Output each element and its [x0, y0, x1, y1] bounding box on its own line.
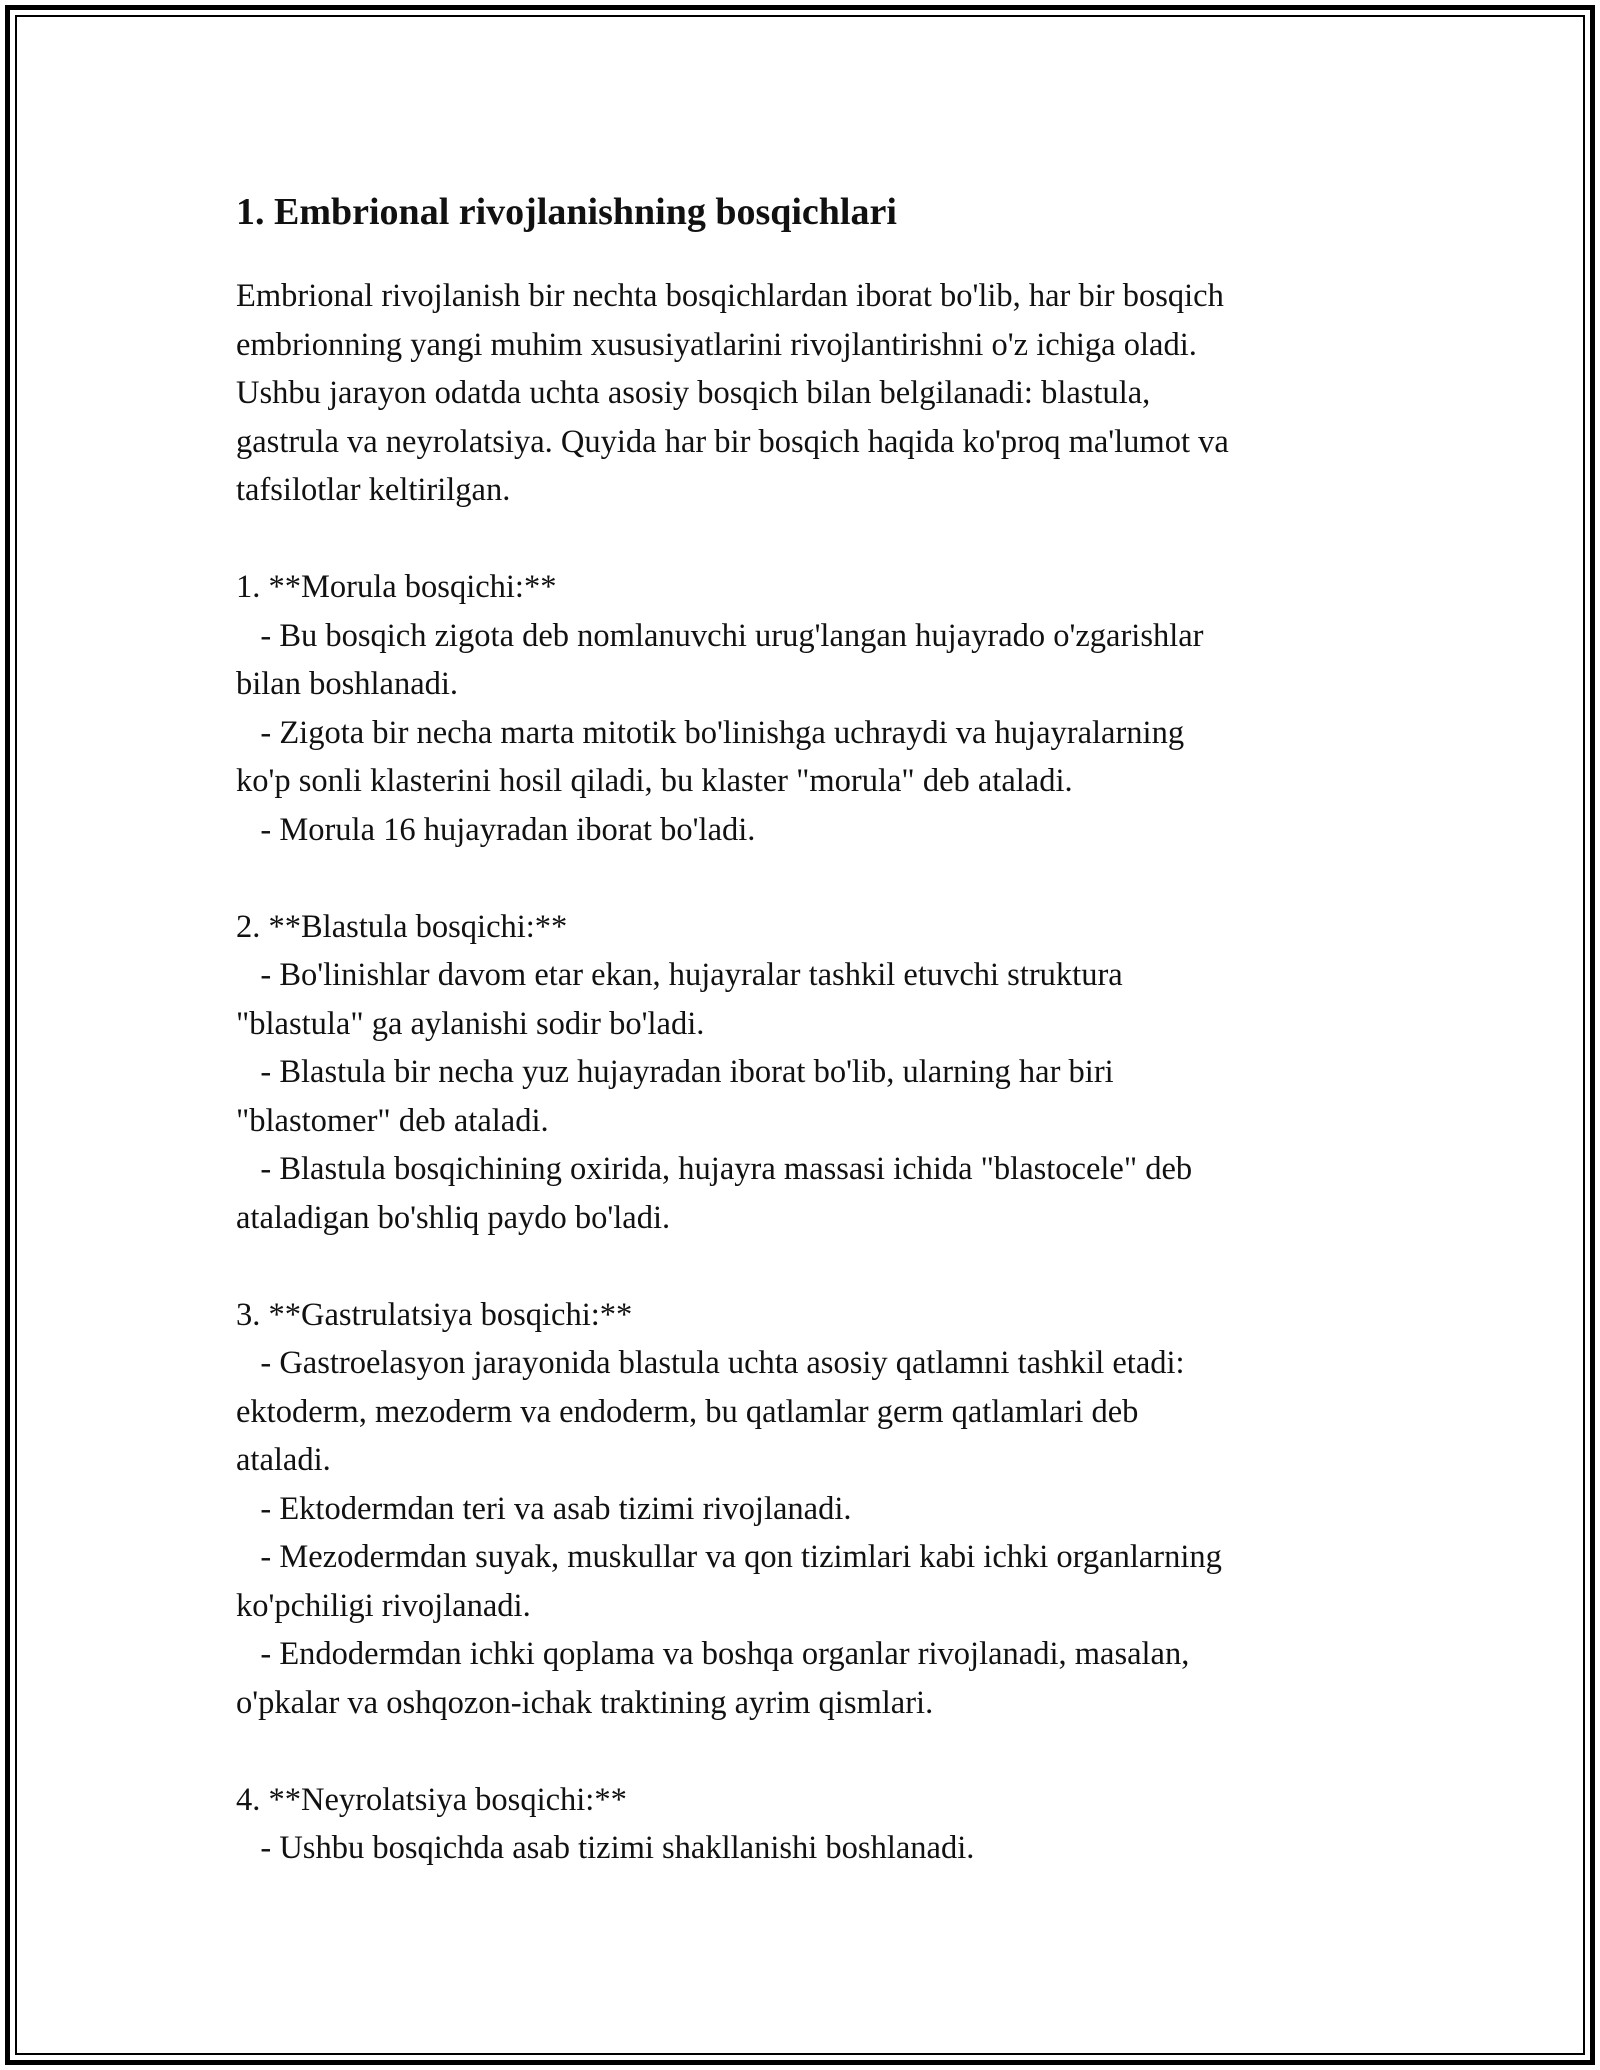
document-title: 1. Embrional rivojlanishning bosqichlari	[236, 191, 897, 233]
document-content	[236, 186, 1396, 1873]
document-body: Embrional rivojlanish bir nechta bosqichlardan iborat bo'lib, har bir bosqich embrionning yangi muhim xususiyatlarini rivojlantirishni o'z ichiga oladi. Ushbu jarayon odatda uchta asosiy bosqich bilan belgilanadi: blastula, gastrula va neyrolatsiya. Quyida har bir bosqich haqida ko'proq ma'lumot va tafsilotlar keltirilgan. 1. **Morula bosqichi:** - Bu bosqich zigota deb nomlanuvchi urug'langan hujayrado o'zgarishlar bilan boshlanadi. - Zigota bir necha marta mitotik bo'linishga uchraydi va hujayralarning ko'p sonli klasterini hosil qiladi, bu klaster "morula" deb ataladi. - Morula 16 hujayradan iborat bo'ladi. 2. **Blastula bosqichi:** - Bo'linishlar davom etar ekan, hujayralar tashkil etuvchi struktura "blastula" ga aylanishi sodir bo'ladi. - Blastula bir necha yuz hujayradan iborat bo'lib, ularning har biri "blastomer" deb ataladi. - Blastula bosqichining oxirida, hujayra massasi ichida "blastocele" deb ataladigan bo'shliq paydo bo'ladi. 3. **Gastrulatsiya bosqichi:** - Gastroelasyon jarayonida blastula uchta asosiy qatlamni tashkil etadi: ektoderm, mezoderm va endoderm, bu qatlamlar germ qatlamlari deb ataladi. - Ektodermdan teri va asab tizimi rivojlanadi. - Mezodermdan suyak, muskullar va qon tizimlari kabi ichki organlarning ko'pchiligi rivojlanadi. - Endodermdan ichki qoplama va boshqa organlar rivojlanadi, masalan, o'pkalar va oshqozon-ichak traktining ayrim qismlari. 4. **Neyrolatsiya bosqichi:** - Ushbu bosqichda asab tizimi shakllanishi boshlanadi.	[236, 278, 1229, 1866]
